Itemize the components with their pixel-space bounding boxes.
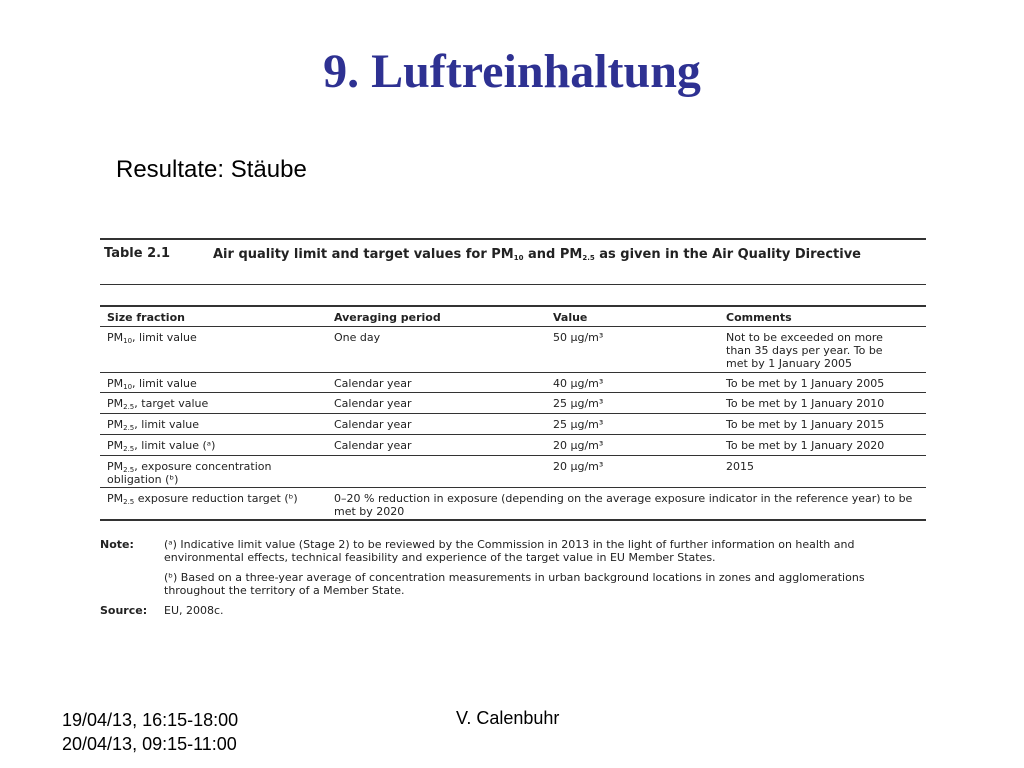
footer-date-1: 19/04/13, 16:15-18:00 bbox=[62, 710, 239, 730]
row-averaging-period: Calendar year bbox=[334, 418, 412, 431]
row-size-fraction: $PM_{2.5}$, exposure concentration obligation (ᵇ) bbox=[107, 460, 272, 486]
air-quality-table bbox=[100, 238, 926, 521]
table-row bbox=[100, 392, 926, 413]
table-row bbox=[100, 434, 926, 455]
footer-dates bbox=[62, 708, 238, 756]
row-averaging-period: Calendar year bbox=[334, 397, 412, 410]
row-comment: To be met by 1 January 2005 bbox=[726, 377, 885, 390]
header-value: Value bbox=[553, 311, 588, 324]
row-value: 25 µg/m³ bbox=[553, 418, 604, 431]
slide-subtitle: Resultate: Stäube bbox=[116, 156, 307, 183]
table-label: Table 2.1 bbox=[104, 246, 171, 261]
table-row bbox=[100, 326, 926, 372]
table-row bbox=[100, 455, 926, 487]
row-size-fraction: $PM_{2.5}$, limit value (ᵃ) bbox=[107, 439, 216, 453]
row-comment: To be met by 1 January 2015 bbox=[726, 418, 885, 431]
row-value: 50 µg/m³ bbox=[553, 331, 604, 344]
table-caption bbox=[100, 238, 926, 284]
row-size-fraction: $PM_{10}$, limit value bbox=[107, 377, 197, 391]
source bbox=[100, 604, 926, 617]
source-label: Source: bbox=[100, 604, 148, 617]
row-value: 20 µg/m³ bbox=[553, 460, 604, 473]
row-size-fraction: $PM_{2.5}$, limit value bbox=[107, 418, 199, 432]
row-size-fraction: $PM_{2.5}$ exposure reduction target (ᵇ) bbox=[107, 492, 298, 506]
row-reduction-target: 0–20 % reduction in exposure (depending on the average exposure indicator in the reference year) to be met by 2020 bbox=[334, 492, 913, 518]
row-comment: 2015 bbox=[726, 460, 754, 473]
footer-author: V. Calenbuhr bbox=[456, 708, 560, 728]
footer-date-2: 20/04/13, 09:15-11:00 bbox=[62, 734, 237, 754]
row-comment: Not to be exceeded on more than 35 days per year. To be met by 1 January 2005 bbox=[726, 331, 883, 370]
row-averaging-period: Calendar year bbox=[334, 439, 412, 452]
note-a bbox=[100, 538, 926, 564]
table-row bbox=[100, 372, 926, 392]
row-averaging-period: Calendar year bbox=[334, 377, 412, 390]
row-value: 25 µg/m³ bbox=[553, 397, 604, 410]
row-averaging-period: One day bbox=[334, 331, 381, 344]
source-text: EU, 2008c. bbox=[164, 604, 224, 617]
row-value: 40 µg/m³ bbox=[553, 377, 604, 390]
row-size-fraction: $PM_{2.5}$, target value bbox=[107, 397, 209, 411]
slide-title: 9. Luftreinhaltung bbox=[323, 45, 701, 98]
row-comment: To be met by 1 January 2010 bbox=[726, 397, 885, 410]
table-caption-text: Air quality limit and target values for $PM_{10}$ and $PM_{2.5}$ as given in the Air Quality Directive bbox=[213, 247, 861, 262]
row-comment: To be met by 1 January 2020 bbox=[726, 439, 885, 452]
header-averaging-period: Averaging period bbox=[334, 311, 441, 324]
header-size-fraction: Size fraction bbox=[107, 311, 185, 324]
table-row bbox=[100, 413, 926, 434]
note-label: Note: bbox=[100, 538, 134, 551]
row-size-fraction: $PM_{10}$, limit value bbox=[107, 331, 197, 345]
table-notes bbox=[100, 538, 926, 624]
table-row bbox=[100, 487, 926, 519]
row-value: 20 µg/m³ bbox=[553, 439, 604, 452]
note-b-text: (ᵇ) Based on a three-year average of concentration measurements in urban background locations in zones and agglomerations throughout the territory of a Member State. bbox=[164, 571, 865, 597]
note-a-text: (ᵃ) Indicative limit value (Stage 2) to be reviewed by the Commission in 2013 in the light of further information on health and environmental effects, technical feasibility and experience of the target value in EU Member States. bbox=[164, 538, 855, 564]
table-header-row bbox=[100, 305, 926, 326]
header-comments: Comments bbox=[726, 311, 792, 324]
note-b bbox=[100, 571, 926, 597]
